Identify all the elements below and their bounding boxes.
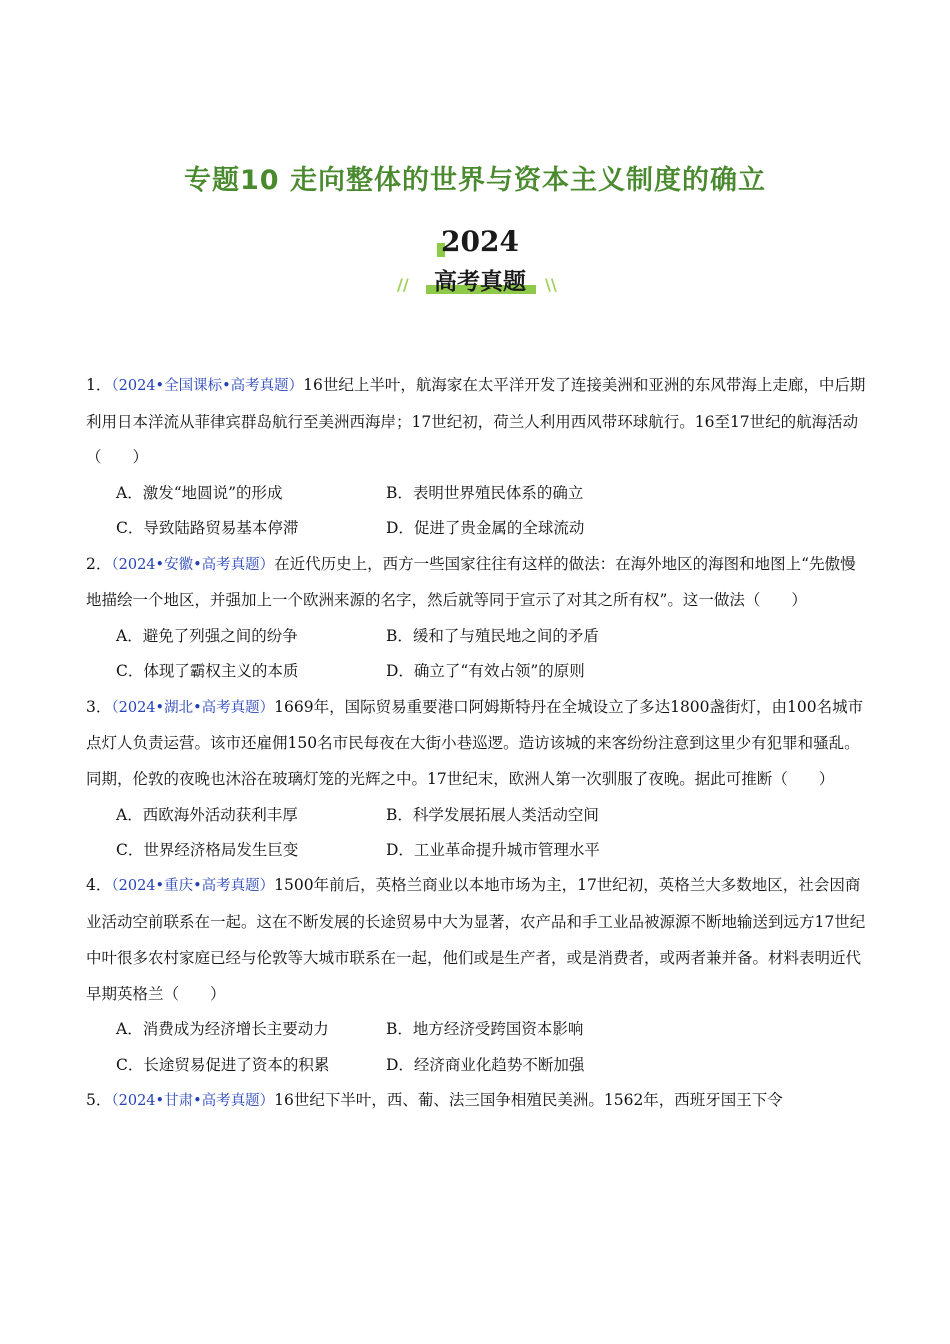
question-source: （2024•湖北•高考真题） bbox=[111, 699, 275, 716]
page-title: 专题10 走向整体的世界与资本主义制度的确立 bbox=[184, 165, 766, 196]
option-d: D．确立了“有效占领”的原则 bbox=[386, 662, 585, 681]
question-1: 1．（2024•全国课标•高考真题）16世纪上半叶，航海家在太平洋开发了连接美洲和亚洲的东风带海上走廊，中后期利用日本洋流从菲律宾群岛航行至美洲西海岸；17世纪初，荷兰人利用西风带环球航行。16至17世纪的航海活动（ ） bbox=[86, 376, 866, 467]
question-source: （2024•重庆•高考真题） bbox=[111, 878, 275, 895]
question-stem: 16世纪上半叶，航海家在太平洋开发了连接美洲和亚洲的东风带海上走廊，中后期利用日本洋流从菲律宾群岛航行至美洲西海岸；17世纪初，荷兰人利用西风带环球航行。16至17世纪的航海活动（ ） bbox=[86, 376, 866, 467]
question-2: 2．（2024•安徽•高考真题）在近代历史上，西方一些国家往往有这样的做法：在海外地区的海图和地图上“先傲慢地描绘一个地区，并强加上一个欧洲来源的名字，然后就等同于宣示了对其之所有权”。这一做法（ ） bbox=[86, 554, 856, 610]
question-stem: 1669年，国际贸易重要港口阿姆斯特丹在全城设立了多达1800盏街灯，由100名城市点灯人负责运营。该市还雇佣150名市民每夜在大街小巷巡逻。造访该城的来客纷纷注意到这里少有犯罪和骚乱。同期，伦敦的夜晚也沐浴在玻璃灯笼的光辉之中。17世纪末，欧洲人第一次驯服了夜晚。据此可推断（ ） bbox=[86, 697, 864, 789]
badge-year: 2024 bbox=[441, 225, 519, 258]
option-b: B．缓和了与殖民地之间的矛盾 bbox=[386, 627, 599, 646]
option-d: D．促进了贵金属的全球流动 bbox=[386, 519, 585, 538]
badge-label: 高考真题 bbox=[434, 269, 526, 295]
option-c: C．长途贸易促进了资本的积累 bbox=[116, 1055, 330, 1074]
question-3: 3．（2024•湖北•高考真题）1669年，国际贸易重要港口阿姆斯特丹在全城设立了多达1800盏街灯，由100名城市点灯人负责运营。该市还雇佣150名市民每夜在大街小巷巡逻。造访该城的来客纷纷注意到这里少有犯罪和骚乱。同期，伦敦的夜晚也沐浴在玻璃灯笼的光辉之中。17世纪末，欧洲人第一次驯服了夜晚。据此可推断（ ） bbox=[86, 697, 864, 789]
option-b: B．表明世界殖民体系的确立 bbox=[386, 484, 584, 503]
question-stem: 16世纪下半叶，西、葡、法三国争相殖民美洲。1562年，西班牙国王下令 bbox=[274, 1090, 783, 1109]
question-stem: 1500年前后，英格兰商业以本地市场为主，17世纪初，英格兰大多数地区，社会因商业活动空前联系在一起。这在不断发展的长途贸易中大为显著，农产品和手工业品被源源不断地输送到远方17世纪中叶很多农村家庭已经与伦敦等大城市联系在一起，他们或是生产者，或是消费者，或两者兼并备。材料表明近代早期英格兰（ ） bbox=[86, 876, 866, 1003]
option-a: A．激发“地圆说”的形成 bbox=[116, 484, 283, 503]
question-4: 4．（2024•重庆•高考真题）1500年前后，英格兰商业以本地市场为主，17世纪初，英格兰大多数地区，社会因商业活动空前联系在一起。这在不断发展的长途贸易中大为显著，农产品和手工业品被源源不断地输送到远方17世纪中叶很多农村家庭已经与伦敦等大城市联系在一起，他们或是生产者，或是消费者，或两者兼并备。材料表明近代早期英格兰（ ） bbox=[86, 876, 866, 1003]
option-d: D．经济商业化趋势不断加强 bbox=[386, 1055, 585, 1074]
option-a: A．避免了列强之间的纷争 bbox=[116, 627, 298, 646]
question-list bbox=[86, 368, 866, 1120]
option-a: A．西欧海外活动获利丰厚 bbox=[116, 805, 298, 824]
question-source: （2024•安徽•高考真题） bbox=[111, 556, 275, 573]
slash-decoration-left: // bbox=[397, 275, 409, 294]
option-d: D．工业革命提升城市管理水平 bbox=[386, 841, 600, 860]
option-a: A．消费成为经济增长主要动力 bbox=[116, 1020, 329, 1039]
option-b: B．地方经济受跨国资本影响 bbox=[386, 1020, 584, 1039]
option-c: C．世界经济格局发生巨变 bbox=[116, 841, 299, 860]
section-badge bbox=[395, 225, 565, 305]
question-5: 5．（2024•甘肃•高考真题）16世纪下半叶，西、葡、法三国争相殖民美洲。1562年，西班牙国王下令 bbox=[86, 1090, 783, 1109]
badge-label-bar bbox=[420, 263, 540, 297]
question-source: （2024•甘肃•高考真题） bbox=[111, 1092, 275, 1109]
option-c: C．导致陆路贸易基本停滞 bbox=[116, 519, 299, 538]
question-stem: 在近代历史上，西方一些国家往往有这样的做法：在海外地区的海图和地图上“先傲慢地描绘一个地区，并强加上一个欧洲来源的名字，然后就等同于宣示了对其之所有权”。这一做法（ ） bbox=[86, 554, 856, 610]
option-c: C．体现了霸权主义的本质 bbox=[116, 662, 299, 681]
slash-decoration-right: \\ bbox=[545, 275, 557, 294]
question-source: （2024•全国课标•高考真题） bbox=[111, 378, 304, 394]
option-b: B．科学发展拓展人类活动空间 bbox=[386, 805, 599, 824]
